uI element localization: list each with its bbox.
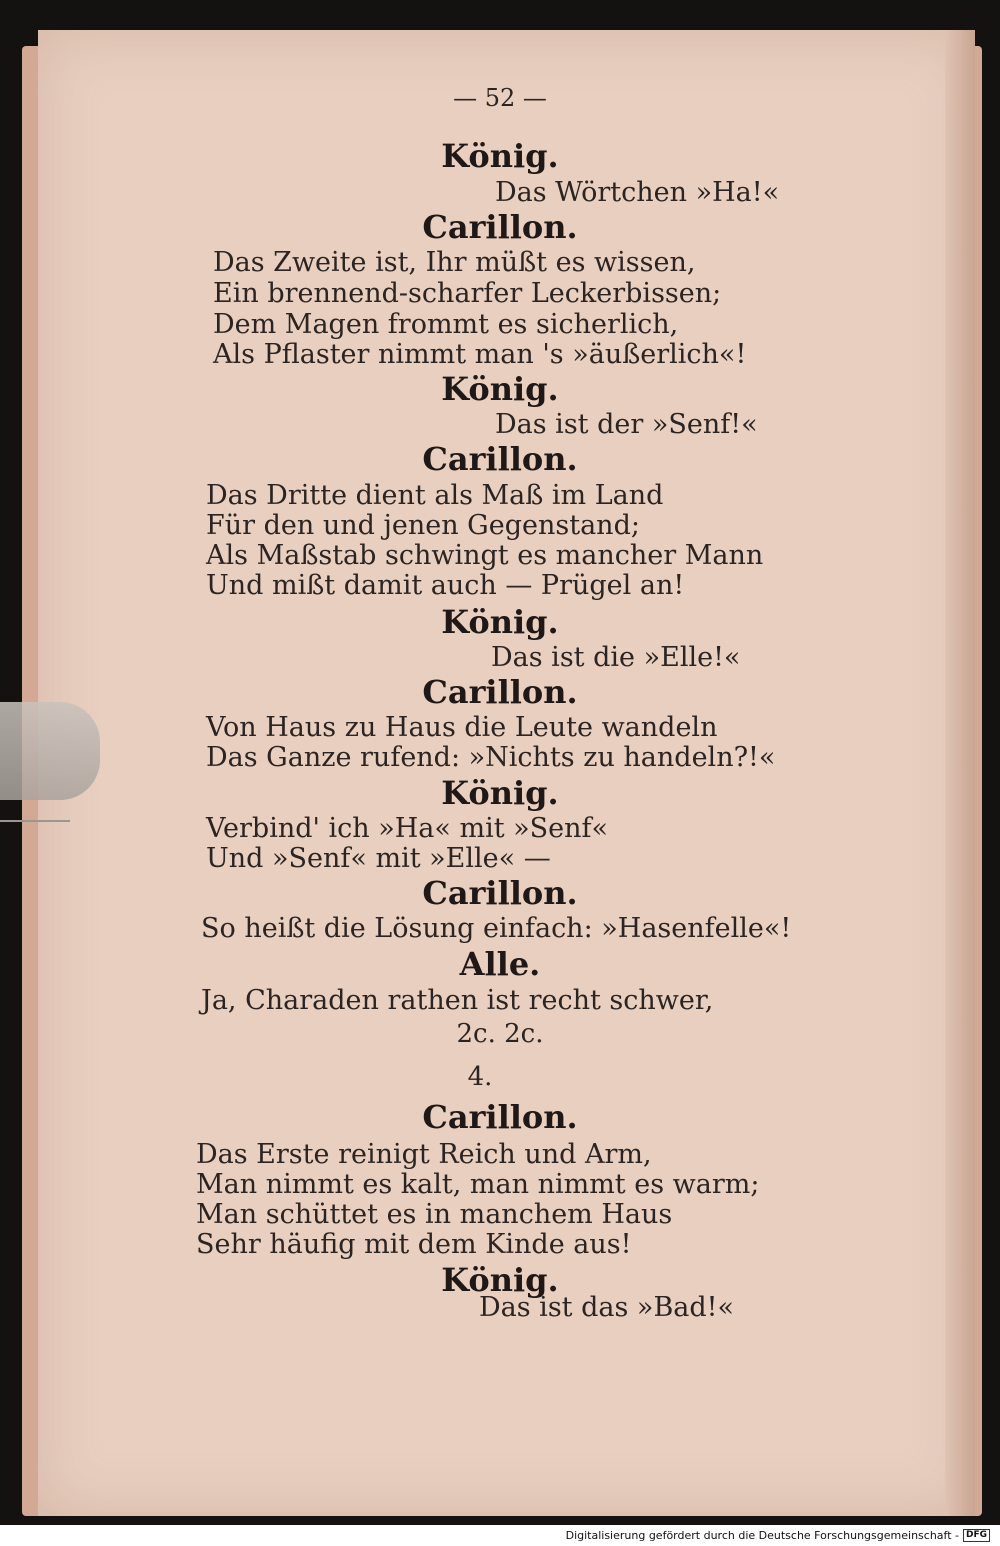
verse-line: Man schüttet es in manchem Haus — [196, 1199, 673, 1230]
speaker-heading: Carillon. — [422, 1098, 578, 1136]
speaker-heading: König. — [441, 603, 559, 641]
verse-line: Das Zweite ist, Ihr müßt es wissen, — [213, 247, 696, 278]
verse-line: Das Ganze rufend: »Nichts zu handeln?!« — [206, 742, 776, 773]
verse-line: Das ist die »Elle!« — [491, 642, 741, 673]
verse-line: Als Pflaster nimmt man 's »äußerlich«! — [213, 339, 747, 370]
etcetera-mark: 2c. 2c. — [456, 1019, 544, 1049]
speaker-heading: König. — [441, 774, 559, 812]
section-number: 4. — [467, 1062, 493, 1092]
verse-line: Von Haus zu Haus die Leute wandeln — [206, 712, 718, 743]
speaker-heading: König. — [441, 370, 559, 408]
speaker-heading: Carillon. — [422, 673, 578, 711]
verse-line: Das ist das »Bad!« — [479, 1292, 735, 1323]
verse-line: Und mißt damit auch — Prügel an! — [206, 570, 685, 601]
speaker-heading: Carillon. — [422, 874, 578, 912]
verse-line: Das Erste reinigt Reich und Arm, — [196, 1139, 652, 1170]
dfg-logo: DFG — [963, 1529, 990, 1542]
verse-line: Das Dritte dient als Maß im Land — [206, 480, 664, 511]
speaker-heading: König. — [441, 1261, 559, 1299]
verse-line: Das Wörtchen »Ha!« — [495, 177, 780, 208]
verse-line: Dem Magen frommt es sicherlich, — [213, 309, 679, 340]
page-number: — 52 — — [453, 84, 547, 112]
verse-line: Für den und jenen Gegenstand; — [206, 510, 640, 541]
verse-line: Und »Senf« mit »Elle« — — [206, 843, 551, 874]
speaker-heading: König. — [441, 137, 559, 175]
verse-line: Verbind' ich »Ha« mit »Senf« — [206, 813, 609, 844]
verse-line: Sehr häufig mit dem Kinde aus! — [196, 1229, 632, 1260]
speaker-heading: Carillon. — [422, 440, 578, 478]
verse-line: Ja, Charaden rathen ist recht schwer, — [201, 985, 714, 1016]
tab-shadow-line — [0, 820, 70, 822]
verse-line: Als Maßstab schwingt es mancher Mann — [206, 540, 764, 571]
verse-line: Man nimmt es kalt, man nimmt es warm; — [196, 1169, 760, 1200]
digitization-footer — [0, 1525, 1000, 1546]
verse-line: Ein brennend-scharfer Leckerbissen; — [213, 278, 722, 309]
footer-credit: Digitalisierung gefördert durch die Deutsche Forschungsgemeinschaft - — [565, 1529, 959, 1542]
speaker-heading: Alle. — [459, 945, 541, 983]
verse-line: So heißt die Lösung einfach: »Hasenfelle«! — [201, 913, 792, 944]
speaker-heading: Carillon. — [422, 208, 578, 246]
verse-line: Das ist der »Senf!« — [495, 409, 758, 440]
